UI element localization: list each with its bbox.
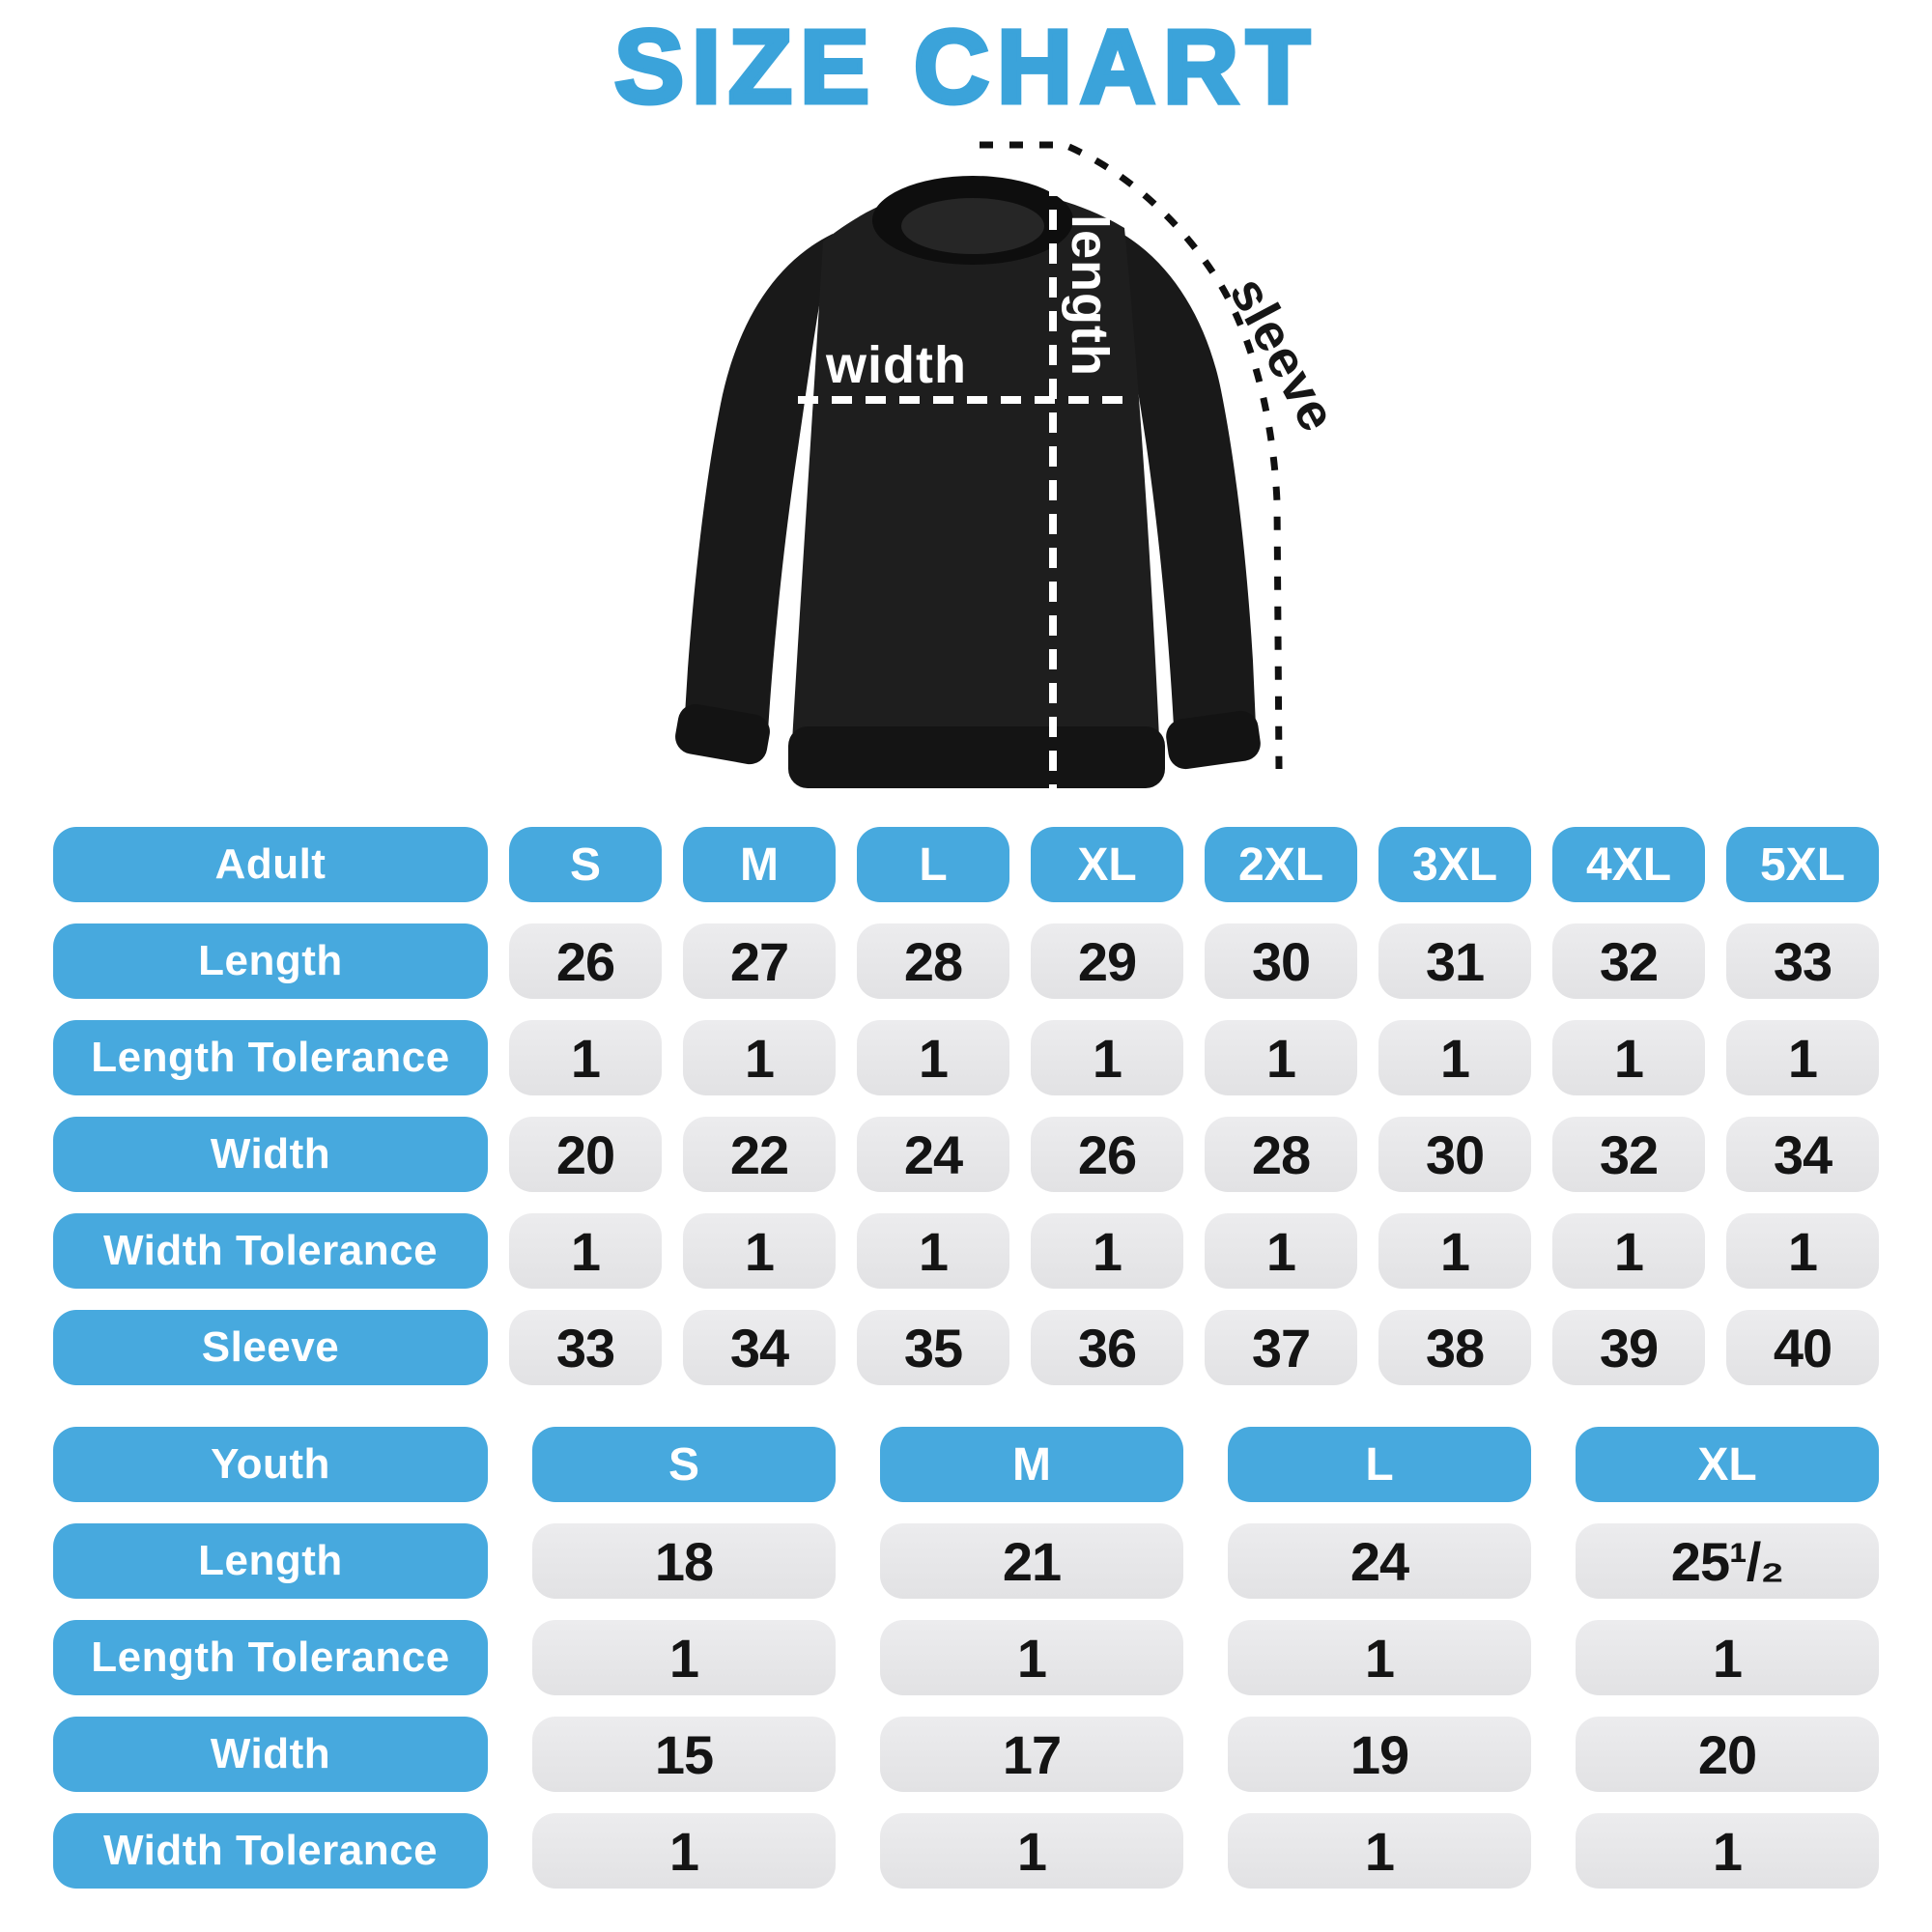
value-cell: 1 xyxy=(1552,1213,1705,1289)
value-cell: 19 xyxy=(1228,1717,1531,1792)
sleeve-label: sleeve xyxy=(1218,268,1348,441)
value-cell: 1 xyxy=(1726,1213,1879,1289)
value-cell: 30 xyxy=(1378,1117,1531,1192)
value-cell: 1 xyxy=(1552,1020,1705,1095)
value-cell: 32 xyxy=(1552,1117,1705,1192)
width-label: width xyxy=(826,336,967,394)
value-cell: 1 xyxy=(880,1813,1183,1889)
adult-size-header-5xl: 5XL xyxy=(1726,827,1879,902)
value-cell: 38 xyxy=(1378,1310,1531,1385)
adult-size-header-m: M xyxy=(683,827,836,902)
adult-row-label-width: Width xyxy=(53,1117,488,1192)
sweatshirt-diagram xyxy=(483,97,1449,831)
value-cell: 26 xyxy=(1031,1117,1183,1192)
value-cell: 18 xyxy=(532,1523,836,1599)
value-cell: 29 xyxy=(1031,923,1183,999)
youth-size-table xyxy=(53,1427,1879,1889)
value-cell: 1 xyxy=(1378,1213,1531,1289)
value-cell: 1 xyxy=(1726,1020,1879,1095)
value-cell: 36 xyxy=(1031,1310,1183,1385)
value-cell: 27 xyxy=(683,923,836,999)
measurement-diagram xyxy=(483,97,1449,831)
length-label: length xyxy=(1061,214,1119,377)
adult-row-label-length-tolerance: Length Tolerance xyxy=(53,1020,488,1095)
adult-size-header-3xl: 3XL xyxy=(1378,827,1531,902)
value-cell: 1 xyxy=(1205,1213,1357,1289)
value-cell: 35 xyxy=(857,1310,1009,1385)
value-cell: 1 xyxy=(683,1020,836,1095)
youth-table-title: Youth xyxy=(53,1427,488,1502)
youth-row-label-length: Length xyxy=(53,1523,488,1599)
value-cell: 17 xyxy=(880,1717,1183,1792)
value-cell: 1 xyxy=(532,1620,836,1695)
value-cell: 21 xyxy=(880,1523,1183,1599)
value-cell: 1 xyxy=(532,1813,836,1889)
adult-row-label-sleeve: Sleeve xyxy=(53,1310,488,1385)
value-cell: 22 xyxy=(683,1117,836,1192)
youth-size-header-s: S xyxy=(532,1427,836,1502)
value-cell: 28 xyxy=(857,923,1009,999)
value-cell: 1 xyxy=(1576,1620,1879,1695)
adult-row-label-width-tolerance: Width Tolerance xyxy=(53,1213,488,1289)
adult-size-header-s: S xyxy=(509,827,662,902)
adult-size-header-xl: XL xyxy=(1031,827,1183,902)
value-cell: 34 xyxy=(683,1310,836,1385)
value-cell: 31 xyxy=(1378,923,1531,999)
youth-row-label-length-tolerance: Length Tolerance xyxy=(53,1620,488,1695)
value-cell: 24 xyxy=(857,1117,1009,1192)
adult-size-header-l: L xyxy=(857,827,1009,902)
value-cell: 15 xyxy=(532,1717,836,1792)
value-cell: 1 xyxy=(1576,1813,1879,1889)
value-cell: 40 xyxy=(1726,1310,1879,1385)
value-cell: 1 xyxy=(1031,1020,1183,1095)
value-cell: 1 xyxy=(1378,1020,1531,1095)
value-cell: 1 xyxy=(880,1620,1183,1695)
value-cell: 1 xyxy=(1228,1620,1531,1695)
adult-size-header-2xl: 2XL xyxy=(1205,827,1357,902)
value-cell: 1 xyxy=(509,1020,662,1095)
adult-size-header-4xl: 4XL xyxy=(1552,827,1705,902)
value-cell: 30 xyxy=(1205,923,1357,999)
adult-size-table xyxy=(53,827,1879,1385)
value-cell: 1 xyxy=(857,1213,1009,1289)
youth-size-header-xl: XL xyxy=(1576,1427,1879,1502)
youth-size-header-m: M xyxy=(880,1427,1183,1502)
value-cell: 26 xyxy=(509,923,662,999)
value-cell: 20 xyxy=(509,1117,662,1192)
youth-row-label-width-tolerance: Width Tolerance xyxy=(53,1813,488,1889)
value-cell: 1 xyxy=(509,1213,662,1289)
value-cell: 28 xyxy=(1205,1117,1357,1192)
sweatshirt-hem xyxy=(788,726,1165,788)
value-cell: 34 xyxy=(1726,1117,1879,1192)
value-cell: 37 xyxy=(1205,1310,1357,1385)
value-cell: 20 xyxy=(1576,1717,1879,1792)
value-cell: 33 xyxy=(509,1310,662,1385)
adult-row-label-length: Length xyxy=(53,923,488,999)
value-cell: 1 xyxy=(683,1213,836,1289)
value-cell: 1 xyxy=(1228,1813,1531,1889)
value-cell: 1 xyxy=(1205,1020,1357,1095)
youth-row-label-width: Width xyxy=(53,1717,488,1792)
youth-size-header-l: L xyxy=(1228,1427,1531,1502)
value-cell: 33 xyxy=(1726,923,1879,999)
value-cell: 32 xyxy=(1552,923,1705,999)
value-cell: 39 xyxy=(1552,1310,1705,1385)
value-cell: 24 xyxy=(1228,1523,1531,1599)
value-cell: 25¹/₂ xyxy=(1576,1523,1879,1599)
value-cell: 1 xyxy=(857,1020,1009,1095)
value-cell: 1 xyxy=(1031,1213,1183,1289)
page-title: SIZE CHART xyxy=(614,8,1318,125)
adult-table-title: Adult xyxy=(53,827,488,902)
sweatshirt-collar-opening xyxy=(901,198,1044,254)
